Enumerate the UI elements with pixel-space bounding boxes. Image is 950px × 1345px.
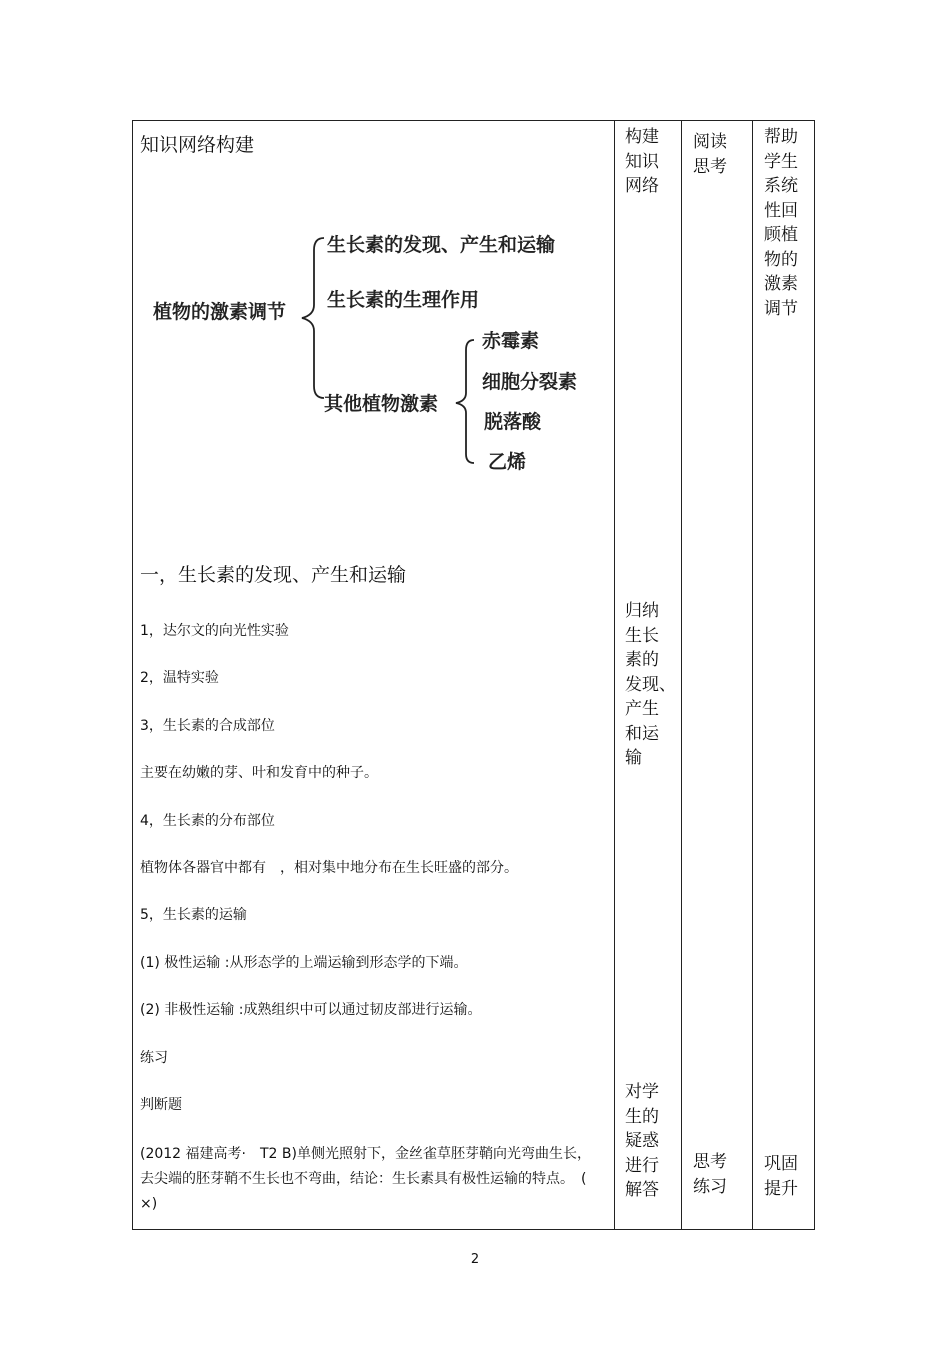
cell-text: 素的 [625,650,659,670]
col3-row1-cell [693,130,751,179]
mindmap-root: 植物的激素调节 [153,301,287,323]
cell-text: 调节 [764,298,798,319]
cell-text: 学生 [764,151,798,172]
cell-text: 顾植 [764,225,798,245]
cell-text: 系统 [764,176,798,196]
cell-text: 发现、 [625,674,676,695]
cell-text: 提升 [764,1178,798,1199]
mindmap-branch-other-hormones: 其他植物激素 [324,393,439,415]
cell-text: 巩固 [764,1154,798,1174]
cell-text: 物的 [764,249,798,270]
mindmap-sub-gibberellin: 赤霉素 [482,330,540,352]
cell-text: 生长 [625,625,659,646]
content-line: 判断题 [140,1097,182,1113]
col3-row3-cell [693,1150,751,1199]
cell-text: 进行 [625,1155,659,1176]
col2-row1-cell [625,125,683,199]
table-bottom-border [132,1229,815,1230]
cell-text: 归纳 [625,601,659,621]
content-line: 2，温特实验 [140,670,219,686]
cell-text: 疑惑 [625,1131,659,1151]
content-line: (2) 非极性运输 :成熟组织中可以通过韧皮部进行运输。 [140,1002,482,1018]
exercise-question: (2012 福建高考· T2 B)单侧光照射下，金丝雀草胚芽鞘向光弯曲生长，去尖端的胚芽鞘不生长也不弯曲，结论：生长素具有极性运输的特点。 ( ×) [140,1146,591,1212]
cell-text: 构建 [625,127,659,147]
section-heading: 一，生长素的发现、产生和运输 [140,564,407,586]
cell-text: 输 [625,748,642,768]
col4-row1-cell [764,125,822,321]
content-line: (1) 极性运输 :从形态学的上端运输到形态学的下端。 [140,955,468,971]
content-line: 1，达尔文的向光性实验 [140,623,289,639]
mindmap-branch-auxin-discovery: 生长素的发现、产生和运输 [327,234,556,256]
cell-text: 解答 [625,1180,659,1200]
mindmap-branch-auxin-function: 生长素的生理作用 [327,289,480,311]
content-line: 3，生长素的合成部位 [140,718,275,734]
mindmap-sub-abscisic-acid: 脱落酸 [484,411,542,433]
cell-text: 产生 [625,699,659,719]
cell-text: 网络 [625,176,659,196]
cell-text: 激素 [764,274,798,294]
content-line: 植物体各器官中都有 ，相对集中地分布在生长旺盛的部分。 [140,860,518,876]
page-number: 2 [470,1252,480,1267]
content-line: 5，生长素的运输 [140,907,247,923]
content-line: 练习 [140,1050,168,1066]
cell-text: 帮助 [764,127,798,147]
col4-row3-cell [764,1152,822,1201]
cell-text: 对学 [625,1082,659,1102]
cell-text: 练习 [693,1176,727,1197]
content-line: 主要在幼嫩的芽、叶和发育中的种子。 [140,765,378,781]
cell-text: 阅读 [693,132,727,152]
cell-text: 知识 [625,151,659,172]
cell-text: 思考 [693,1152,727,1172]
mindmap-sub-ethylene: 乙烯 [488,451,527,473]
cell-text: 和运 [625,723,659,744]
cell-text: 性回 [764,200,798,221]
col2-row3-cell [625,1080,683,1203]
page-title: 知识网络构建 [140,134,255,156]
mindmap-sub-cytokinin: 细胞分裂素 [482,371,578,393]
cell-text: 生的 [625,1106,659,1127]
cell-text: 思考 [693,156,727,177]
content-line: 4，生长素的分布部位 [140,813,275,829]
col2-row2-cell [625,599,683,771]
